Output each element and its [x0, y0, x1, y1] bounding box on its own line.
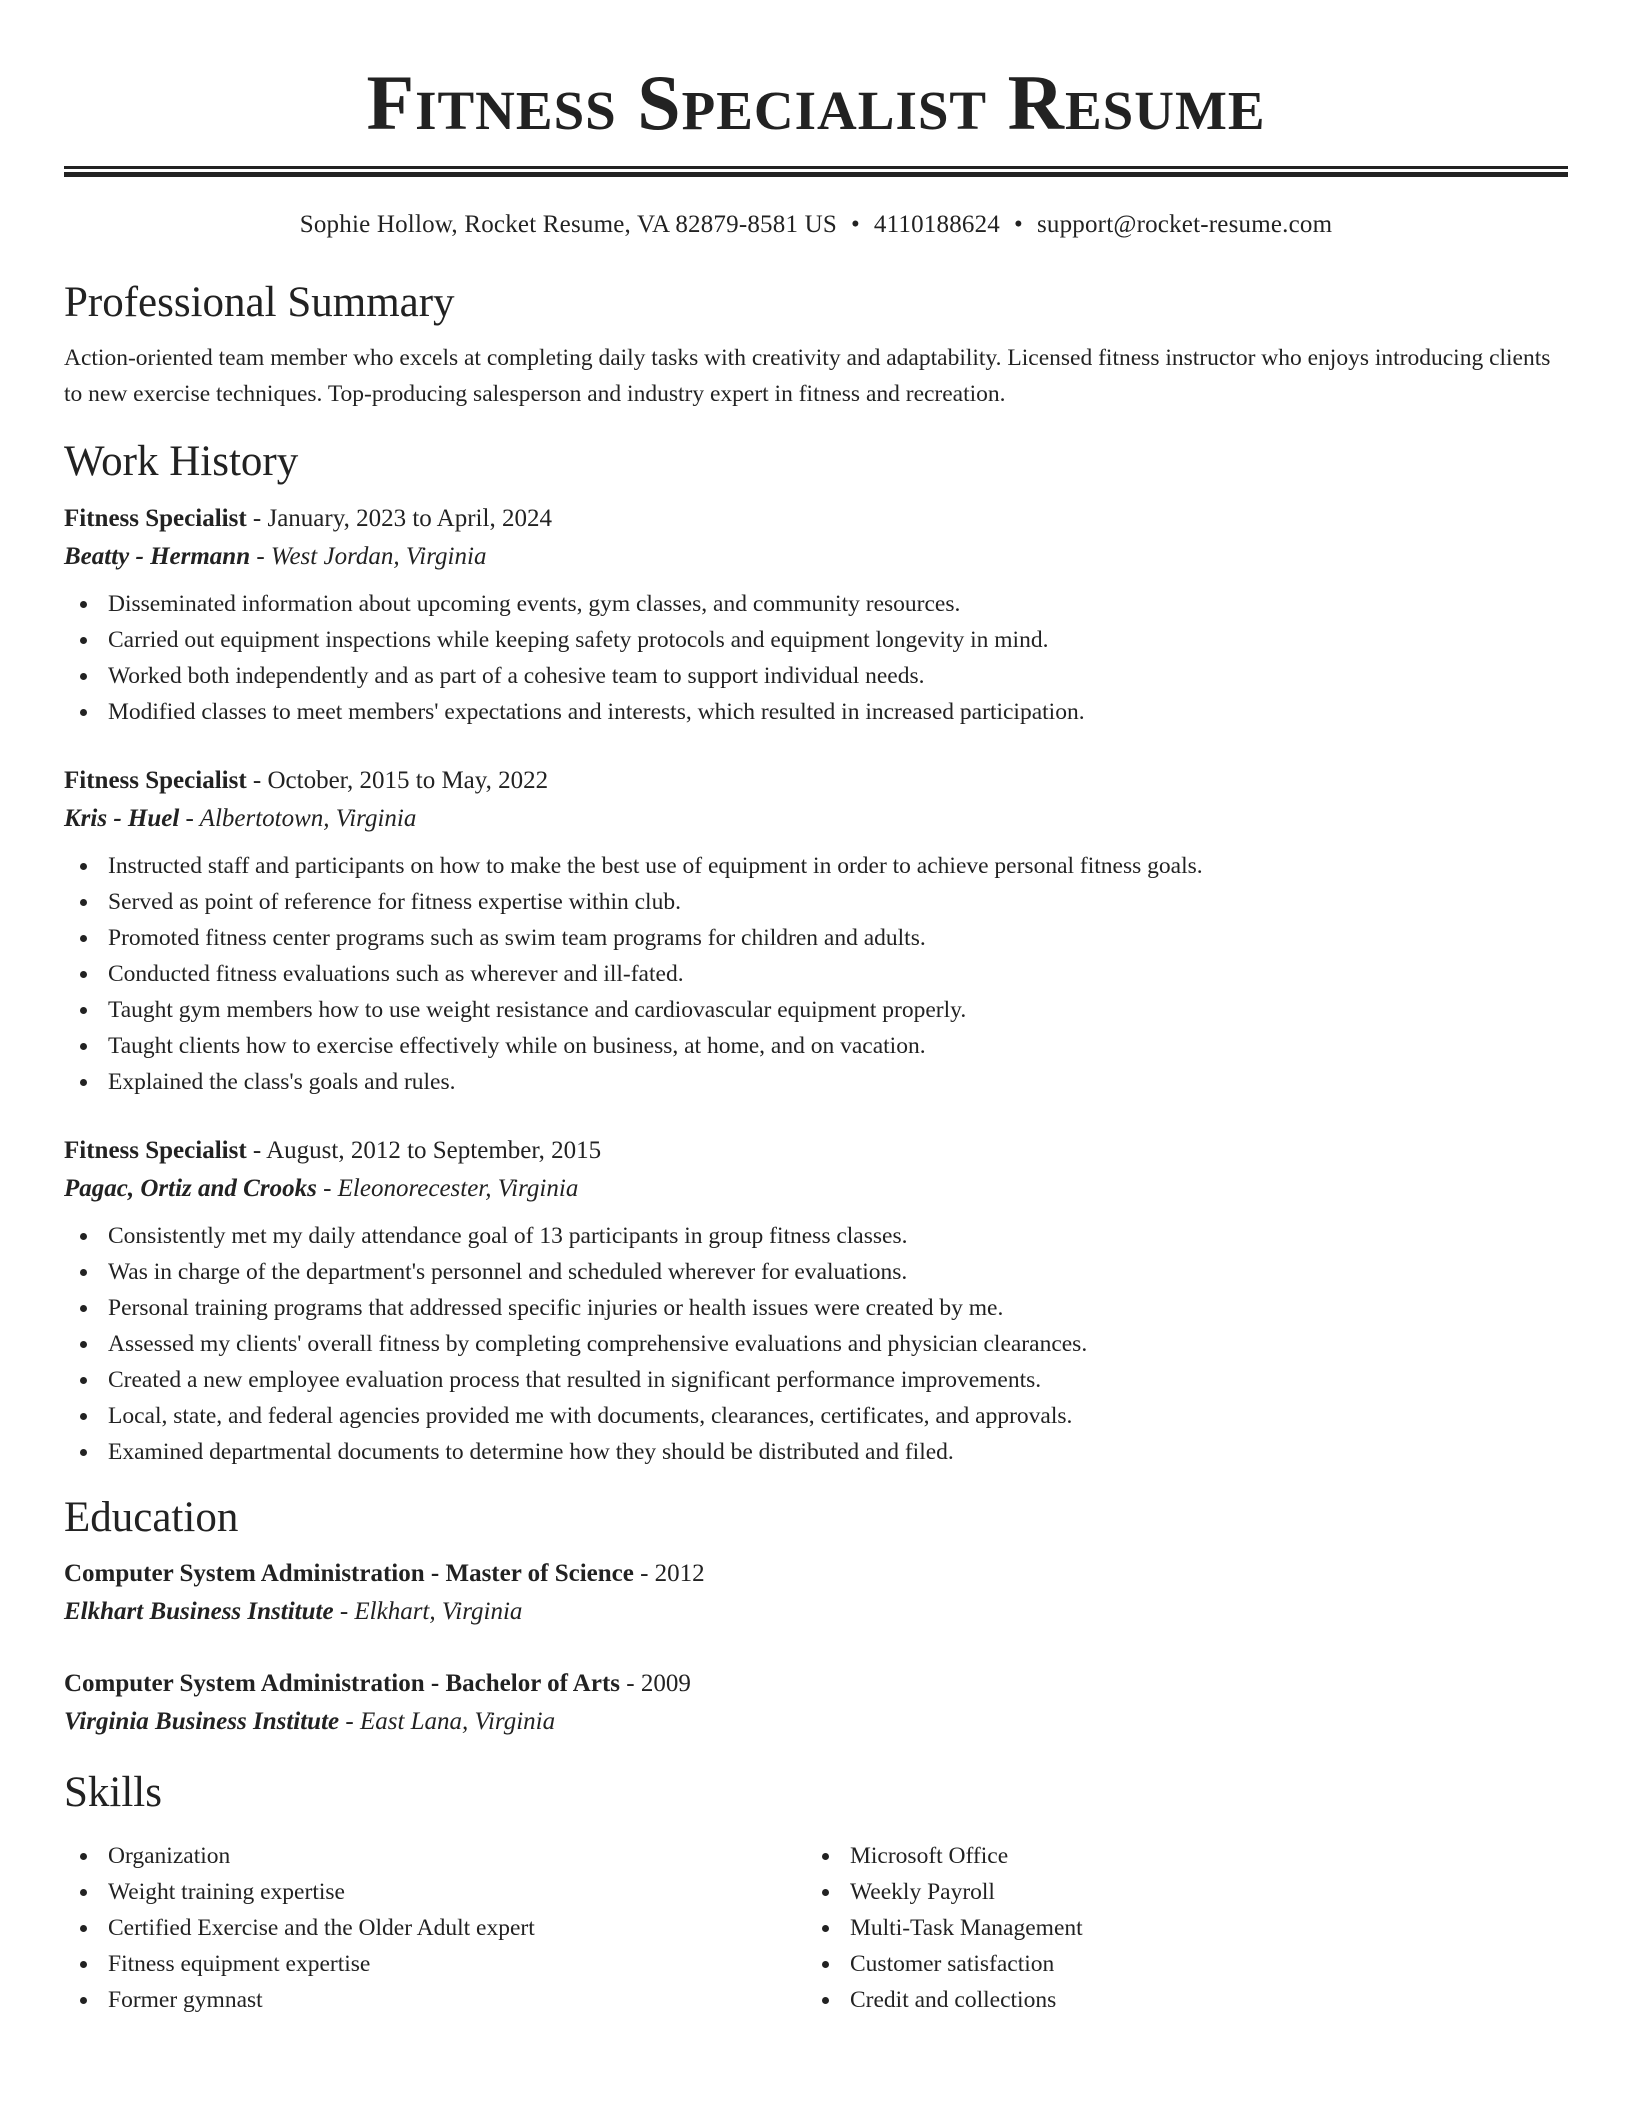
job-bullet: Local, state, and federal agencies provided me with documents, clearances, certificates, and approvals.: [64, 1398, 1568, 1434]
education-entry: [64, 1555, 1568, 1631]
skill-item: Weekly Payroll: [806, 1874, 1548, 1910]
job-location: - Eleonorecester, Virginia: [316, 1174, 579, 1202]
job-bullet: Taught clients how to exercise effectively while on business, at home, and on vacation.: [64, 1028, 1568, 1064]
skill-item: Certified Exercise and the Older Adult expert: [64, 1910, 806, 1946]
job-bullet: Assessed my clients' overall fitness by completing comprehensive evaluations and physician clearances.: [64, 1326, 1568, 1362]
skills-left-column: [64, 1838, 806, 2018]
job-entry: [64, 762, 1568, 1100]
contact-address: Sophie Hollow, Rocket Resume, VA 82879-8581 US: [299, 211, 837, 238]
job-company-line: [64, 538, 1568, 576]
job-bullet: Conducted fitness evaluations such as wherever and ill-fated.: [64, 956, 1568, 992]
job-bullets: [64, 1218, 1568, 1470]
skill-item: Microsoft Office: [806, 1838, 1548, 1874]
job-title: Fitness Specialist: [64, 1136, 247, 1164]
skill-item: Multi-Task Management: [806, 1910, 1548, 1946]
job-dates: - January, 2023 to April, 2024: [246, 504, 552, 532]
skills-right-column: [806, 1838, 1548, 2018]
degree: Computer System Administration - Master of Science: [64, 1559, 634, 1587]
skill-item: Organization: [64, 1838, 806, 1874]
job-entry: [64, 1132, 1568, 1470]
skill-item: Customer satisfaction: [806, 1946, 1548, 1982]
contact-email: support@rocket-resume.com: [1036, 211, 1333, 238]
skill-item: Weight training expertise: [64, 1874, 806, 1910]
job-bullet: Explained the class's goals and rules.: [64, 1064, 1568, 1100]
job-company-line: [64, 800, 1568, 838]
school-line: [64, 1593, 1568, 1631]
job-company: Kris - Huel: [64, 804, 180, 832]
job-company: Pagac, Ortiz and Crooks: [64, 1174, 317, 1202]
degree-line: [64, 1665, 1568, 1703]
skill-item: Fitness equipment expertise: [64, 1946, 806, 1982]
degree-line: [64, 1555, 1568, 1593]
job-bullets: [64, 848, 1568, 1100]
job-bullet: Disseminated information about upcoming events, gym classes, and community resources.: [64, 586, 1568, 622]
school-location: - East Lana, Virginia: [339, 1707, 556, 1735]
job-bullet: Consistently met my daily attendance goal of 13 participants in group fitness classes.: [64, 1218, 1568, 1254]
degree: Computer System Administration - Bachelor of Arts: [64, 1669, 620, 1697]
job-title-line: [64, 1132, 1568, 1170]
job-bullet: Examined departmental documents to determine how they should be distributed and filed.: [64, 1434, 1568, 1470]
work-history-heading: Work History: [64, 438, 299, 486]
job-company-line: [64, 1170, 1568, 1208]
job-entry: [64, 500, 1568, 730]
job-bullet: Created a new employee evaluation process that resulted in significant performance improvements.: [64, 1362, 1568, 1398]
job-title: Fitness Specialist: [64, 766, 247, 794]
job-title-line: [64, 500, 1568, 538]
title-double-rule: [64, 166, 1568, 177]
skill-item: Credit and collections: [806, 1982, 1548, 2018]
job-dates: - August, 2012 to September, 2015: [246, 1136, 602, 1164]
job-bullet: Served as point of reference for fitness expertise within club.: [64, 884, 1568, 920]
job-bullet: Promoted fitness center programs such as swim team programs for children and adults.: [64, 920, 1568, 956]
contact-separator: •: [1014, 211, 1023, 238]
contact-phone: 4110188624: [873, 211, 1000, 238]
job-dates: - October, 2015 to May, 2022: [246, 766, 549, 794]
contact-separator: •: [850, 211, 860, 238]
summary-text: Action-oriented team member who excels at completing daily tasks with creativity and adaptability. Licensed fitness instructor who enjoys introducing clients to new exercise techniques. Top-producing salesperson and industry expert in fitness and recreation.: [64, 345, 1551, 408]
degree-year: - 2012: [633, 1559, 705, 1587]
summary-heading: Professional Summary: [64, 279, 455, 326]
contact-line: [64, 211, 1568, 239]
skill-item: Former gymnast: [64, 1982, 806, 2018]
job-bullet: Carried out equipment inspections while keeping safety protocols and equipment longevity in mind.: [64, 622, 1568, 658]
job-title-line: [64, 762, 1568, 800]
school-name: Virginia Business Institute: [64, 1707, 340, 1735]
job-bullet: Instructed staff and participants on how to make the best use of equipment in order to achieve personal fitness goals.: [64, 848, 1568, 884]
job-bullet: Taught gym members how to use weight resistance and cardiovascular equipment properly.: [64, 992, 1568, 1028]
job-bullet: Worked both independently and as part of a cohesive team to support individual needs.: [64, 658, 1568, 694]
education-entry: [64, 1665, 1568, 1741]
job-location: - Albertotown, Virginia: [179, 804, 417, 832]
job-bullet: Modified classes to meet members' expectations and interests, which resulted in increased participation.: [64, 694, 1568, 730]
education-heading: Education: [64, 1493, 239, 1541]
school-location: - Elkhart, Virginia: [333, 1597, 523, 1625]
school-name: Elkhart Business Institute: [64, 1597, 334, 1625]
degree-year: - 2009: [620, 1669, 691, 1697]
job-title: Fitness Specialist: [64, 504, 247, 532]
job-bullets: [64, 586, 1568, 730]
resume-title: Fitness Specialist Resume: [366, 59, 1266, 146]
job-location: - West Jordan, Virginia: [250, 542, 487, 570]
school-line: [64, 1703, 1568, 1741]
job-bullet: Was in charge of the department's personnel and scheduled wherever for evaluations.: [64, 1254, 1568, 1290]
skills-heading: Skills: [64, 1768, 162, 1816]
skills-grid: [64, 1828, 1568, 2018]
job-company: Beatty - Hermann: [64, 542, 251, 570]
job-bullet: Personal training programs that addressed specific injuries or health issues were created by me.: [64, 1290, 1568, 1326]
